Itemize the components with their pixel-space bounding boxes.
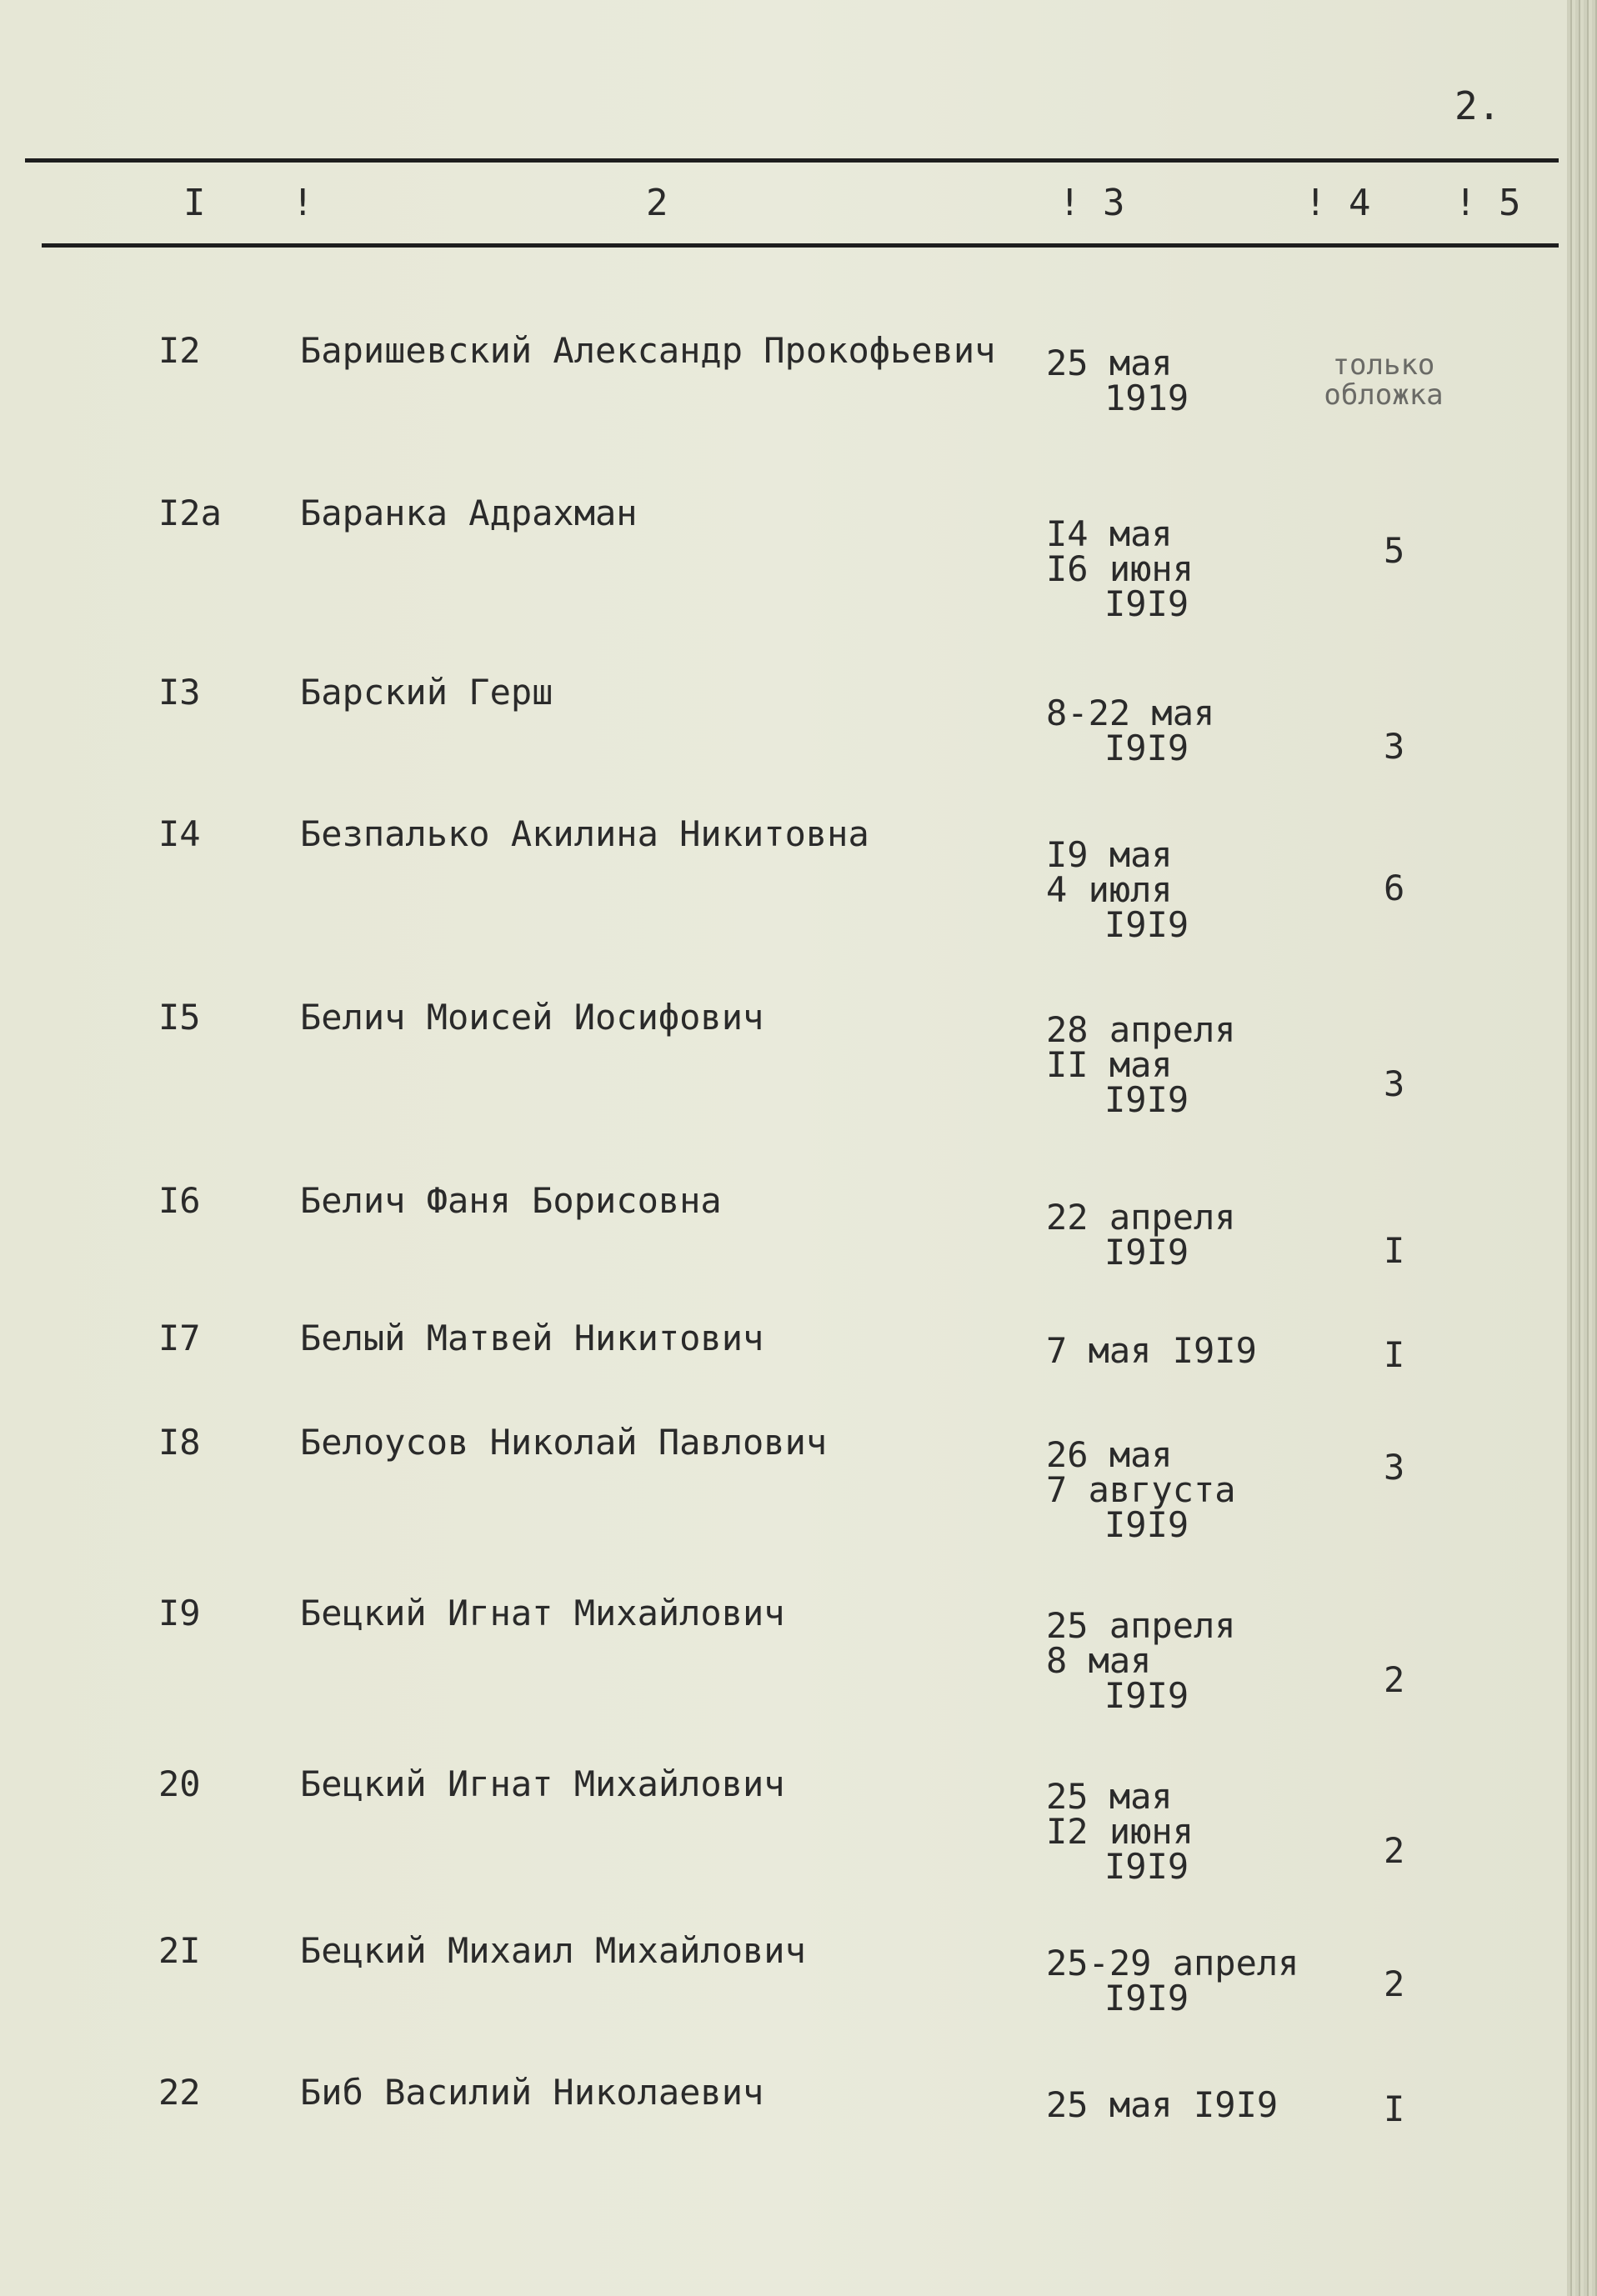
date-range xyxy=(1046,693,1215,768)
page-count: 3 xyxy=(1384,1447,1405,1488)
date-line: 28 апреля xyxy=(1046,1009,1236,1050)
date-line: 25-29 апреля xyxy=(1046,1943,1299,1983)
date-range xyxy=(1046,834,1189,945)
date-line: I9I9 xyxy=(1104,1079,1189,1120)
date-line: I2 июня xyxy=(1046,1811,1194,1852)
date-line: 26 мая xyxy=(1046,1434,1173,1475)
date-range xyxy=(1046,1009,1236,1120)
person-name: Бецкий Михаил Михайлович xyxy=(300,1930,806,1971)
date-line: II мая xyxy=(1046,1044,1173,1085)
row-number: I2а xyxy=(158,493,222,533)
date-line: 22 апреля xyxy=(1046,1197,1236,1238)
date-line: 8-22 мая xyxy=(1046,693,1215,733)
row-number: I2 xyxy=(158,330,201,371)
page-count: 6 xyxy=(1384,868,1405,908)
date-line: I9I9 xyxy=(1104,583,1189,624)
page-count: I xyxy=(1384,1334,1405,1375)
column-separator: ! xyxy=(292,182,314,224)
row-number: 2I xyxy=(158,1930,201,1971)
row-number: I7 xyxy=(158,1318,201,1358)
date-line: 8 мая xyxy=(1046,1640,1152,1681)
person-name: Баришевский Александр Прокофьевич xyxy=(300,330,996,371)
row-number: 20 xyxy=(158,1763,201,1804)
date-line: I9I9 xyxy=(1104,1504,1189,1545)
person-name: Белич Фаня Борисовна xyxy=(300,1180,722,1221)
date-line: 7 августа xyxy=(1046,1469,1236,1510)
row-number: I5 xyxy=(158,997,201,1038)
date-line: I9I9 xyxy=(1104,728,1189,768)
person-name: Белоусов Николай Павлович xyxy=(300,1422,828,1463)
date-line: 7 мая I9I9 xyxy=(1046,1330,1257,1371)
row-number: 22 xyxy=(158,2072,201,2113)
page-count: 2 xyxy=(1384,1963,1405,2004)
column-header-2: 2 xyxy=(646,182,668,224)
date-line: I9I9 xyxy=(1104,1232,1189,1273)
row-number: I4 xyxy=(158,813,201,854)
date-line: I9I9 xyxy=(1104,1675,1189,1716)
column-header-1: I xyxy=(183,182,206,224)
remark-note: только обложка xyxy=(1324,348,1444,412)
person-name: Баранка Адрахман xyxy=(300,493,638,533)
date-range xyxy=(1046,1434,1236,1545)
row-number: I6 xyxy=(158,1180,201,1221)
date-line: I4 мая xyxy=(1046,513,1173,554)
column-header-3: ! 3 xyxy=(1059,182,1125,224)
row-number: I3 xyxy=(158,672,201,713)
person-name: Белый Матвей Никитович xyxy=(300,1318,764,1358)
person-name: Биб Василий Николаевич xyxy=(300,2072,764,2113)
person-name: Белич Моисей Иосифович xyxy=(300,997,764,1038)
page-count: 5 xyxy=(1384,530,1405,571)
row-number: I9 xyxy=(158,1593,201,1633)
page-count: 2 xyxy=(1384,1830,1405,1871)
date-range xyxy=(1046,513,1194,624)
date-range xyxy=(1046,1197,1236,1273)
date-range xyxy=(1046,1330,1257,1371)
row-number: I8 xyxy=(158,1422,201,1463)
date-line: 25 апреля xyxy=(1046,1605,1236,1646)
date-line: I9I9 xyxy=(1104,1978,1189,2018)
date-range xyxy=(1046,343,1189,418)
page-count: 3 xyxy=(1384,1063,1405,1104)
date-line: I9I9 xyxy=(1104,1846,1189,1887)
page-count: 2 xyxy=(1384,1659,1405,1700)
header-rule-top xyxy=(25,158,1559,163)
person-name: Безпалько Акилина Никитовна xyxy=(300,813,869,854)
date-line: 25 мая I9I9 xyxy=(1046,2084,1279,2125)
date-range xyxy=(1046,1605,1236,1716)
date-range xyxy=(1046,1776,1194,1887)
page-count: I xyxy=(1384,1230,1405,1271)
date-range xyxy=(1046,2084,1279,2125)
date-range xyxy=(1046,1943,1299,2018)
column-header-4: ! 4 xyxy=(1304,182,1371,224)
date-line: I6 июня xyxy=(1046,548,1194,589)
person-name: Барский Герш xyxy=(300,672,553,713)
date-line: 4 июля xyxy=(1046,869,1173,910)
page-number: 2. xyxy=(1454,83,1501,128)
date-line: I9I9 xyxy=(1104,904,1189,945)
date-line: 25 мая xyxy=(1046,343,1173,383)
page-count: I xyxy=(1384,2088,1405,2129)
header-rule-bottom xyxy=(42,243,1559,248)
person-name: Бецкий Игнат Михайлович xyxy=(300,1763,785,1804)
date-line: 25 мая xyxy=(1046,1776,1173,1817)
date-line: 1919 xyxy=(1104,378,1189,418)
page-edge xyxy=(1567,0,1597,2296)
date-line: I9 мая xyxy=(1046,834,1173,875)
person-name: Бецкий Игнат Михайлович xyxy=(300,1593,785,1633)
page-count: 3 xyxy=(1384,726,1405,767)
column-header-5: ! 5 xyxy=(1454,182,1521,224)
